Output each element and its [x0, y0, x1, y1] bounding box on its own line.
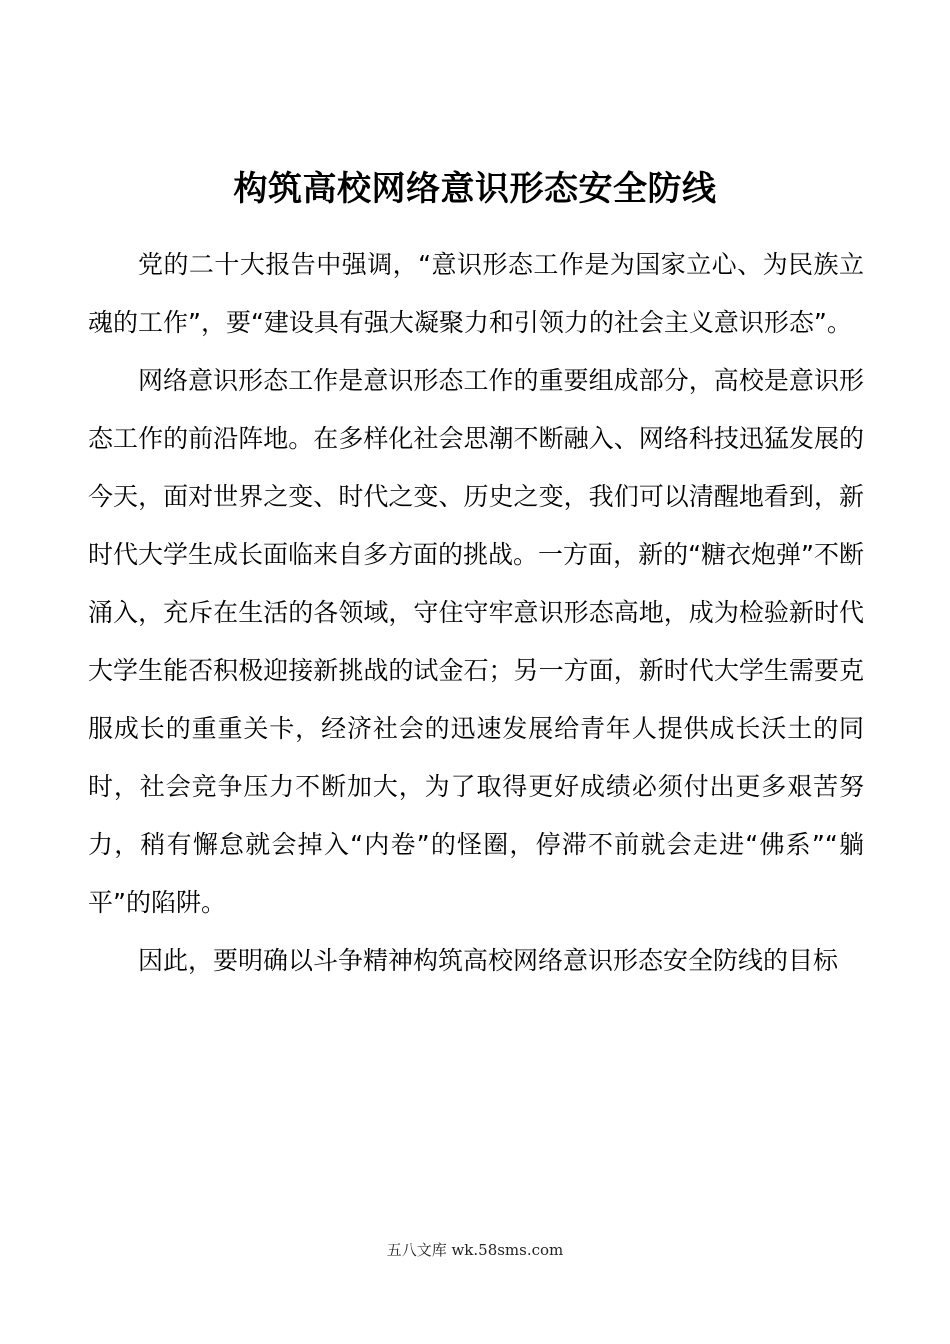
- document-body: [88, 236, 864, 990]
- paragraph-2: 网络意识形态工作是意识形态工作的重要组成部分，高校是意识形态工作的前沿阵地。在多样化社会思潮不断融入、网络科技迅猛发展的今天，面对世界之变、时代之变、历史之变，我们可以清醒地看到，新时代大学生成长面临来自多方面的挑战。一方面，新的“糖衣炮弹”不断涌入，充斥在生活的各领域，守住守牢意识形态高地，成为检验新时代大学生能否积极迎接新挑战的试金石；另一方面，新时代大学生需要克服成长的重重关卡，经济社会的迅速发展给青年人提供成长沃土的同时，社会竞争压力不断加大，为了取得更好成绩必须付出更多艰苦努力，稍有懈怠就会掉入“内卷”的怪圈，停滞不前就会走进“佛系”“躺平”的陷阱。: [88, 366, 864, 917]
- paragraph-3: 因此，要明确以斗争精神构筑高校网络意识形态安全防线的目标: [138, 946, 839, 975]
- document-title: 构筑高校网络意识形态安全防线: [233, 168, 717, 209]
- paragraph-1: 党的二十大报告中强调，“意识形态工作是为国家立心、为民族立魂的工作”，要“建设具有强大凝聚力和引领力的社会主义意识形态”。: [88, 250, 864, 337]
- footer-watermark: 五八文库 wk.58sms.com: [386, 1241, 564, 1259]
